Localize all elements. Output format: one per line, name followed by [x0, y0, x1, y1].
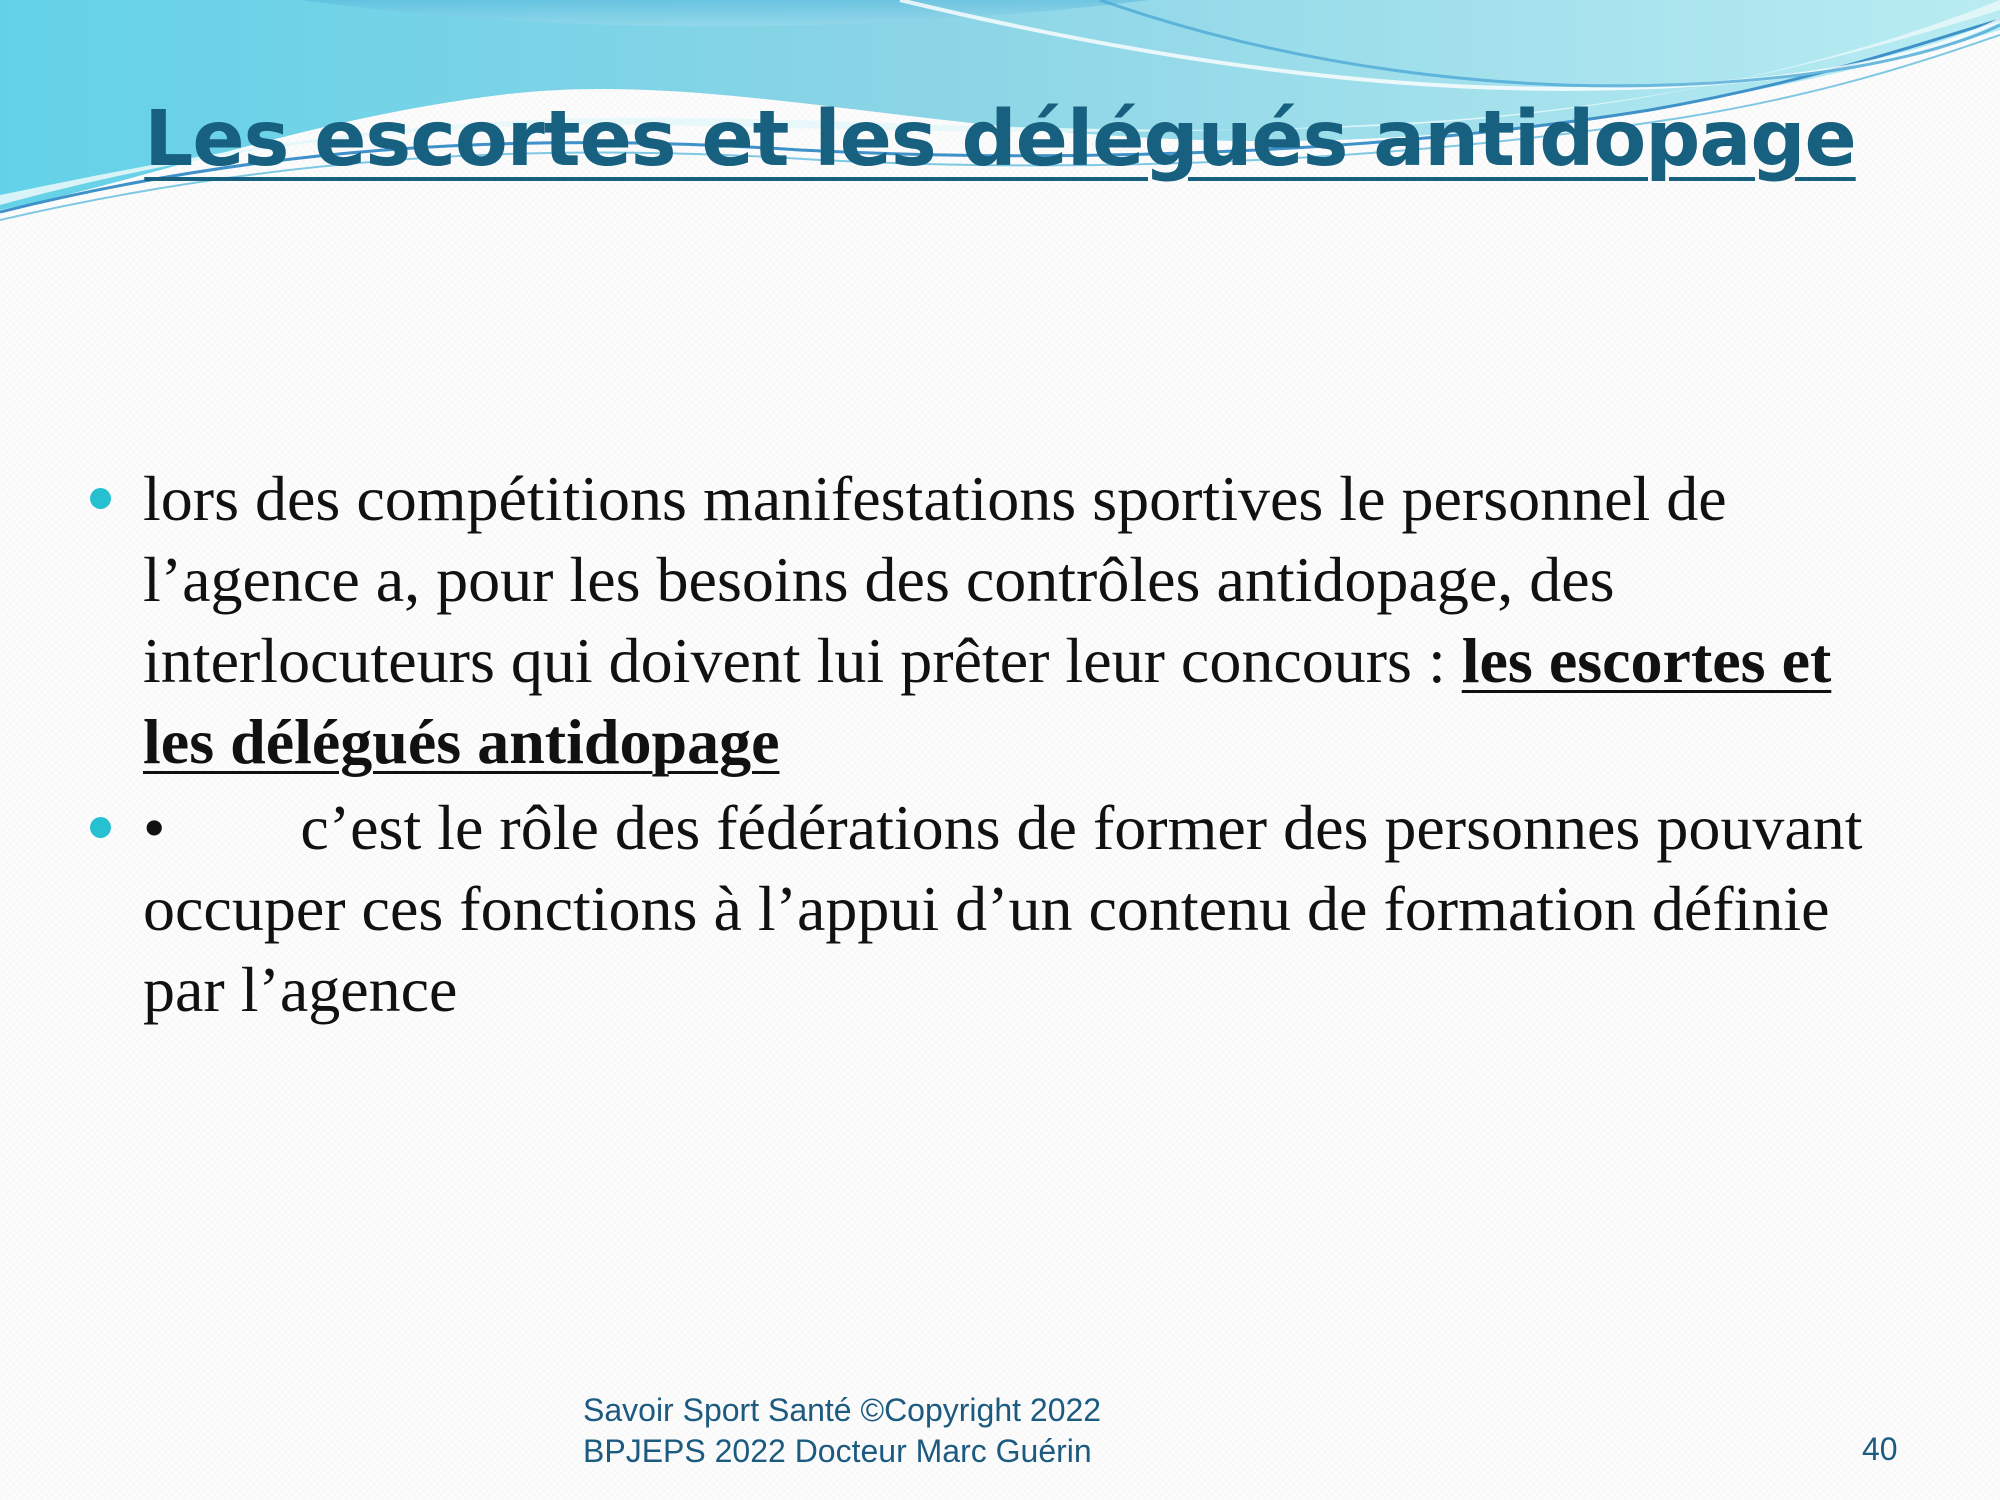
sub-bullet-marker: •: [143, 792, 166, 863]
bullet-item: [90, 787, 1870, 1030]
bullet-list: [90, 458, 1870, 1035]
bullet-dot-icon: [90, 488, 111, 509]
bullet-emphasis: les escortes et les délégués antidopage: [143, 625, 1832, 777]
footer-copyright: Savoir Sport Santé ©Copyright 2022: [583, 1392, 1102, 1428]
slide-title: Les escortes et les délégués antidopage: [144, 95, 1856, 184]
bullet-dot-icon: [90, 817, 111, 838]
bullet-item: [90, 458, 1870, 782]
page-number: 40: [1862, 1431, 1898, 1467]
footer: [583, 1390, 1101, 1472]
bullet-text: c’est le rôle des fédérations de former des personnes pouvant occuper ces fonctions à l’appui d’un contenu de formation définie par l’agence: [143, 792, 1863, 1025]
footer-author: BPJEPS 2022 Docteur Marc Guérin: [583, 1433, 1092, 1469]
bullet-text: lors des compétitions manifestations sportives le personnel de l’agence a, pour les besoins des contrôles antidopage, des interlocuteurs qui doivent lui prêter leur concours :: [143, 463, 1727, 696]
